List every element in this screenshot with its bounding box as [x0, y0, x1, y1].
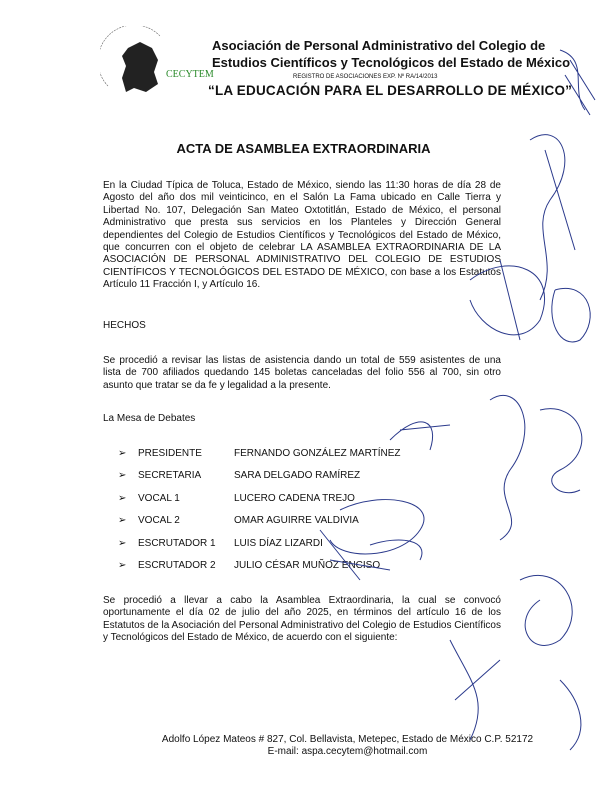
list-item [118, 465, 401, 488]
hechos-paragraph: Se procedió a revisar las listas de asistencia dando un total de 559 asistentes de una lista de 700 afiliados quedando 145 boletas canceladas del folio 556 al 700, sin otro asunto que tratar se da fe y legalidad a la presente. [103, 355, 501, 391]
bullet-icon: ➢ [118, 560, 127, 572]
document-title: ACTA DE ASAMBLEA EXTRAORDINARIA [176, 141, 431, 156]
list-item [118, 555, 401, 578]
signature [530, 135, 575, 300]
bullet-icon: ➢ [118, 492, 127, 504]
list-item [118, 442, 401, 465]
intro-paragraph: En la Ciudad Típica de Toluca, Estado de México, siendo las 11:30 horas de día 28 de Agosto del año dos mil veinticinco, en el Salón La Fama ubicado en Calle Tierra y Libertad No. 107, Delegación San Mateo Oxtotitlán, Estado de México, el personal Administrativo que presta sus servicios en los Planteles y Dirección General dependientes del Colegio de Estudios Científicos y Tecnológicos del Estado de México, que concurren con el objeto de celebrar LA ASAMBLEA EXTRAORDINARIA DE LA ASOCIACIÓN DE PERSONAL ADMINISTRATIVO DEL COLEGIO DE ESTUDIOS CIENTÍFICOS Y TECNOLÓGICOS DEL ESTADO DE MÉXICO, con base a los Estatutos Artículo 11 Fracción I, y Artículo 16. [103, 180, 501, 291]
member-name: SARA DELGADO RAMÍREZ [234, 470, 361, 482]
signature [520, 575, 572, 645]
cecytem-logo-text: CECYTEM [166, 69, 214, 80]
role: ESCRUTADOR 1 [138, 537, 216, 549]
association-logo [100, 26, 180, 106]
role: SECRETARIA [138, 470, 202, 482]
member-name: OMAR AGUIRRE VALDIVIA [234, 515, 359, 527]
signature [540, 409, 582, 493]
org-name-line2: Estudios Científicos y Tecnológicos del Estado de México [212, 55, 571, 70]
signature [552, 288, 590, 342]
bullet-icon: ➢ [118, 515, 127, 527]
member-name: JULIO CÉSAR MUÑOZ ENCISO [234, 560, 381, 572]
role: VOCAL 2 [138, 515, 180, 527]
list-item [118, 487, 401, 510]
member-name: LUCERO CADENA TREJO [234, 492, 355, 504]
signature [450, 640, 500, 740]
bullet-icon: ➢ [118, 537, 127, 549]
list-item [118, 532, 401, 555]
footer [0, 734, 607, 758]
role: PRESIDENTE [138, 447, 202, 459]
org-name-line1: Asociación de Personal Administrativo del Colegio de [212, 38, 546, 53]
footer-address: Adolfo López Mateos # 827, Col. Bellavista, Metepec, Estado de México C.P. 52172 [161, 734, 534, 745]
list-item [118, 510, 401, 533]
mesa-heading: La Mesa de Debates [103, 413, 196, 424]
member-name: FERNANDO GONZÁLEZ MARTÍNEZ [234, 447, 401, 459]
motto: “LA EDUCACIÓN PARA EL DESARROLLO DE MÉXICO” [208, 83, 573, 98]
bullet-icon: ➢ [118, 447, 127, 459]
member-name: LUIS DÍAZ LIZARDI [234, 537, 323, 549]
footer-email: E-mail: aspa.cecytem@hotmail.com [267, 746, 428, 757]
bullet-icon: ➢ [118, 470, 127, 482]
registry-number: REGISTRO DE ASOCIACIONES EXP. Nº RA/14/2013 [293, 74, 438, 80]
signature [490, 395, 525, 540]
mesa-list [118, 442, 401, 577]
closing-paragraph: Se procedió a llevar a cabo la Asamblea Extraordinaria, la cual se convocó oportunamente el día 02 de julio del año 2025, en términos del artículo 16 de los Estatutos de la Asociación del Personal Administrativo del Colegio de Estudios Científicos y Tecnológicos del Estado de México, de acuerdo con el siguiente: [103, 595, 501, 644]
role: ESCRUTADOR 2 [138, 560, 216, 572]
hechos-heading: HECHOS [103, 320, 146, 331]
role: VOCAL 1 [138, 492, 180, 504]
